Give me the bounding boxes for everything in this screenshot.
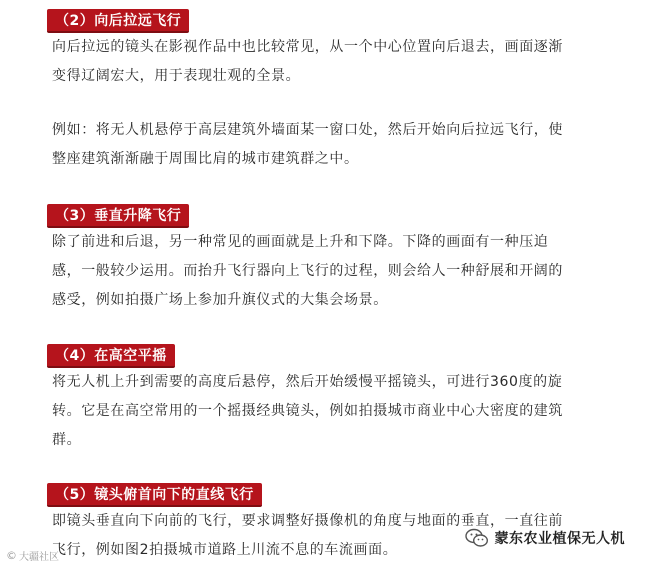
watermark-left-text: 大疆社区	[19, 552, 59, 563]
section-heading-2	[47, 9, 189, 33]
section-4-paragraph-1	[52, 368, 612, 455]
section-heading-4	[47, 344, 175, 368]
text-line: 除了前进和后退，另一种常见的画面就是上升和下降。下降的画面有一种压迫	[52, 234, 549, 250]
text-line: 即镜头垂直向下向前的飞行，要求调整好摄像机的角度与地面的垂直，一直往前	[52, 513, 563, 529]
section-heading-text: （3）垂直升降飞行	[55, 208, 182, 224]
copyright-icon: ©	[6, 549, 17, 562]
text-line: 群。	[52, 432, 82, 448]
text-line: 飞行，例如图2拍摄城市道路上川流不息的车流画面。	[52, 542, 398, 558]
section-3-paragraph-1	[52, 228, 612, 315]
watermark-right-text: 蒙东农业植保无人机	[494, 531, 625, 547]
text-line: 例如：将无人机悬停于高层建筑外墙面某一窗口处，然后开始向后拉远飞行，使	[52, 122, 563, 138]
section-heading-text: （5）镜头俯首向下的直线飞行	[55, 487, 254, 503]
section-heading-text: （4）在高空平摇	[55, 348, 167, 364]
text-line: 整座建筑渐渐融于周围比肩的城市建筑群之中。	[52, 151, 359, 167]
text-line: 感受，例如拍摄广场上参加升旗仪式的大集会场景。	[52, 292, 388, 308]
section-heading-3	[47, 204, 189, 228]
wechat-icon	[465, 528, 489, 548]
section-heading-5	[47, 483, 262, 507]
section-2-paragraph-2	[52, 116, 612, 174]
text-line: 向后拉远的镜头在影视作品中也比较常见，从一个中心位置向后退去，画面逐渐	[52, 39, 563, 55]
section-2-paragraph-1	[52, 33, 612, 91]
text-line: 变得辽阔宏大，用于表现壮观的全景。	[52, 68, 301, 84]
text-line: 将无人机上升到需要的高度后悬停，然后开始缓慢平摇镜头，可进行360度的旋	[52, 374, 563, 390]
text-line: 感，一般较少运用。而抬升飞行器向上飞行的过程，则会给人一种舒展和开阔的	[52, 263, 563, 279]
watermark-left	[6, 548, 59, 563]
watermark-right	[465, 528, 626, 548]
text-line: 转。它是在高空常用的一个摇摄经典镜头，例如拍摄城市商业中心大密度的建筑	[52, 403, 563, 419]
section-heading-text: （2）向后拉远飞行	[55, 13, 182, 29]
